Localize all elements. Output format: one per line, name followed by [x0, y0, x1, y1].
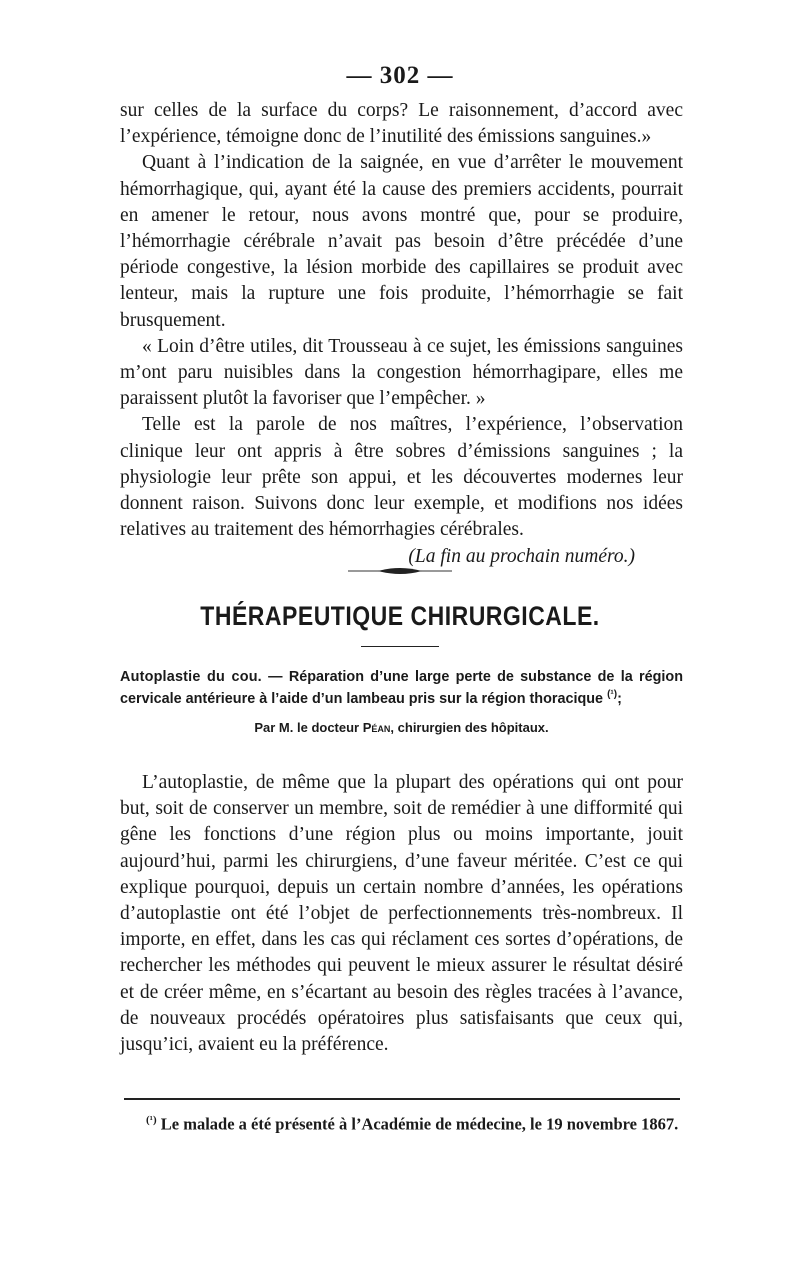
footnote-rule	[124, 1098, 680, 1100]
footnote-reference: (¹)	[607, 689, 618, 701]
footnote-marker: (¹)	[146, 1114, 157, 1126]
paragraph: L’autoplastie, de même que la plupart des opérations qui ont pour but, soit de conserver un membre, soit de remédier à une difformité qui gêne les fonctions d’une région plus ou moins importante, jouit aujourd’hui, parmi les chirurgiens, d’une faveur méritée. C’est ce qui explique pourquoi, depuis un certain nombre d’années, les opérations d’autoplastie ont été l’objet de perfectionnements très-nombreux. Il importe, en effet, dans les cas qui réclament ces sortes d’opérations, de rechercher les méthodes qui peuvent le mieux assurer le résultat désiré et de créer même, en s’écartant au besoin des règles tracées à l’avance, de nouveaux procédés opératoires plus satisfaisants que ceux qui, jusqu’ici, avaient eu la préférence.	[120, 772, 683, 1056]
footnote	[146, 1110, 686, 1135]
article-title-lead: Autoplastie du cou.	[120, 669, 262, 685]
author-byline	[120, 720, 683, 735]
byline-prefix: Par M. le docteur	[254, 720, 363, 736]
paragraph: Telle est la parole de nos maîtres, l’expérience, l’observation clinique leur ont appris à être sobres d’émissions sanguines ; la physiologie leur prête son appui, et les découvertes modernes leur donnent raison. Suivons donc leur exemple, et modifions nos idées relatives au traitement des hémorrhagies cérébrales.	[120, 414, 683, 541]
title-rule	[361, 646, 439, 647]
article-title-rest: — Réparation d’une large perte de substance de la région cervicale antérieure à l’aide d’un lambeau pris sur la région thoracique	[120, 669, 683, 708]
page-number: — 302 —	[346, 62, 454, 89]
paragraph: « Loin d’être utiles, dit Trousseau à ce sujet, les émissions sanguines m’ont paru nuisibles dans la congestion hémorrhagipare, elles me paraissent plutôt la favoriser que l’empêcher. »	[120, 335, 683, 410]
previous-article-ending	[120, 98, 683, 571]
article-header	[120, 668, 683, 735]
byline-suffix: , chirurgien des hôpitaux.	[390, 720, 549, 736]
continuation-note: (La fin au prochain numéro.)	[408, 546, 635, 568]
author-name: Péan	[362, 720, 391, 736]
paragraph: Quant à l’indication de la saignée, en vue d’arrêter le mouvement hémorrhagique, qui, ayant été la cause des premiers accidents, pourrait en amener le retour, nous avons montré que, pour se produire, l’hémorrhagie cérébrale n’avait pas besoin d’être précédée d’une période congestive, la lésion morbide des capillaires se produit avec lenteur, mais la rupture une fois produite, l’hémorrhagie se fait brusquement.	[120, 152, 683, 331]
paragraph: sur celles de la surface du corps? Le raisonnement, d’accord avec l’expérience, témoigne donc de l’inutilité des émissions sanguines.»	[120, 100, 683, 148]
article-title-end: ;	[617, 691, 622, 708]
article-body	[120, 770, 683, 1058]
ornament-divider	[348, 566, 452, 576]
section-title: THÉRAPEUTIQUE CHIRURGICALE.	[200, 600, 600, 631]
article-title	[120, 668, 683, 708]
footnote-text: Le malade a été présenté à l’Académie de médecine, le 19 novembre 1867.	[156, 1114, 679, 1134]
